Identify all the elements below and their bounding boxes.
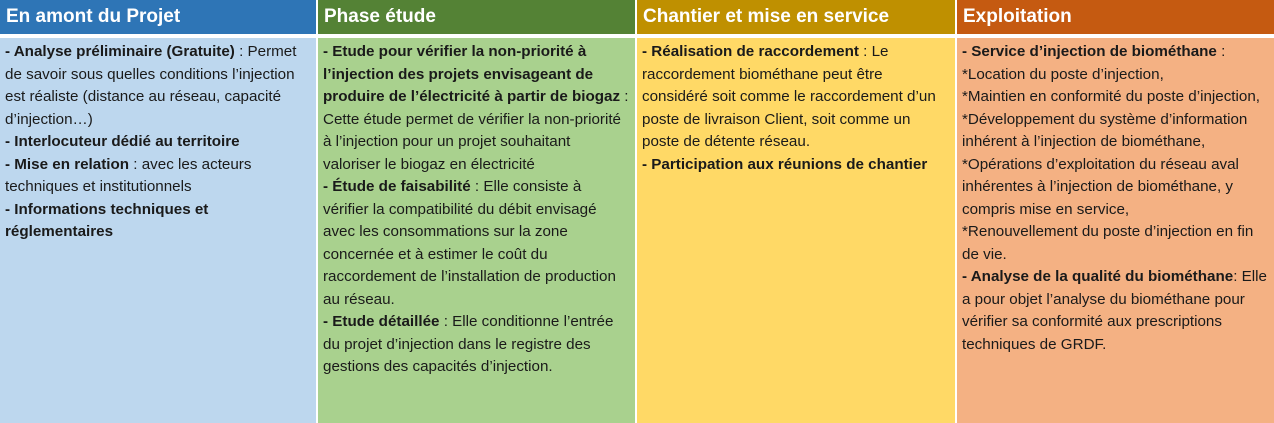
column-body-en-amont <box>0 38 316 423</box>
list-item: *Maintien en conformité du poste d’injection, <box>962 88 1261 105</box>
list-item: - Analyse préliminaire (Gratuite) : Permet de savoir sous quelles conditions l’injection est réaliste (distance au réseau, capacité d’injection…) <box>5 43 297 128</box>
column-body-exploitation <box>957 38 1274 423</box>
column-body-chantier <box>637 38 955 423</box>
column-header-en-amont: En amont du Projet <box>0 0 316 34</box>
list-item: - Etude détaillée : Elle conditionne l’entrée du projet d’injection dans le registre des gestions des capacités d’injection. <box>323 313 614 375</box>
list-item: - Interlocuteur dédié au territoire <box>5 133 240 150</box>
column-body-phase-etude <box>318 38 635 423</box>
list-item: - Mise en relation : avec les acteurs techniques et institutionnels <box>5 155 252 195</box>
list-item: - Réalisation de raccordement : Le raccordement biométhane peut être considéré soit comme le raccordement d’un poste de livraison Client, soit comme un poste de détente réseau. <box>642 43 936 150</box>
list-item: *Opérations d’exploitation du réseau aval inhérentes à l’injection de biométhane, y compris mise en service, <box>962 155 1239 218</box>
list-item: - Service d’injection de biométhane : <box>962 43 1226 60</box>
column-header-chantier: Chantier et mise en service <box>637 0 955 34</box>
list-item: - Étude de faisabilité : Elle consiste à vérifier la compatibilité du débit envisagé avec les consommations sur la zone concernée et à estimer le coût du raccordement de l’installation de production au réseau. <box>323 178 616 308</box>
list-item: *Renouvellement du poste d’injection en fin de vie. <box>962 223 1254 263</box>
list-item: - Etude pour vérifier la non-priorité à l’injection des projets envisageant de produire de l’électricité à partir de biogaz : Cette étude permet de vérifier la non-priorité à l’injection pour un projet souhaitant valoriser le biogaz en électricité <box>323 43 629 173</box>
list-item: - Analyse de la qualité du biométhane: Elle a pour objet l’analyse du biométhane pour vérifier sa conformité aux prescriptions techniques de GRDF. <box>962 268 1267 353</box>
list-item: *Développement du système d’information inhérent à l’injection de biométhane, <box>962 110 1248 150</box>
list-item: - Participation aux réunions de chantier <box>642 155 928 173</box>
column-header-exploitation: Exploitation <box>957 0 1274 34</box>
list-item: *Location du poste d’injection, <box>962 65 1164 83</box>
list-item: - Informations techniques et réglementaires <box>5 200 209 240</box>
column-header-phase-etude: Phase étude <box>318 0 635 34</box>
